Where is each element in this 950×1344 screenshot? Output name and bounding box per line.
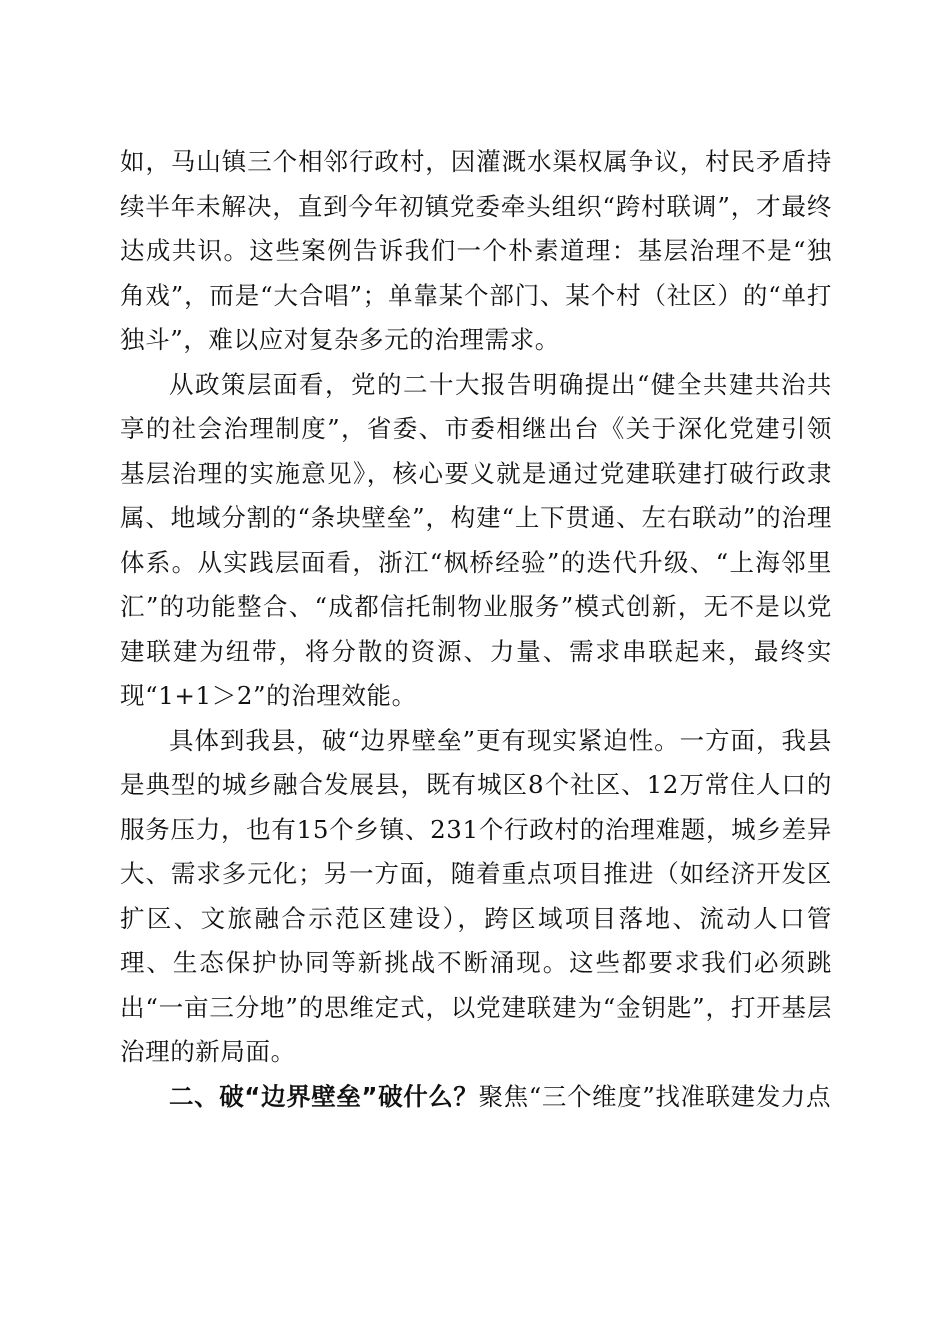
- document-body: [120, 140, 832, 1119]
- paragraph-policy: 从政策层面看，党的二十大报告明确提出“健全共建共治共享的社会治理制度”，省委、市委相继出台《关于深化党建引领基层治理的实施意见》，核心要义就是通过党建联建打破行政隶属、地域分割的“条块壁垒”，构建“上下贯通、左右联动”的治理体系。从实践层面看，浙江“枫桥经验”的迭代升级、“上海邻里汇”的功能整合、“成都信托制物业服务”模式创新，无不是以党建联建为纽带，将分散的资源、力量、需求串联起来，最终实现“1+1＞2”的治理效能。: [120, 369, 832, 710]
- section-heading-bold: 二、破“边界壁垒”破什么？: [169, 1081, 479, 1111]
- section-heading: [120, 1075, 832, 1120]
- paragraph-county: 具体到我县，破“边界壁垒”更有现实紧迫性。一方面，我县是典型的城乡融合发展县，既有城区8个社区、12万常住人口的服务压力，也有15个乡镇、231个行政村的治理难题，城乡差异大、需求多元化；另一方面，随着重点项目推进（如经济开发区扩区、文旅融合示范区建设），跨区域项目落地、流动人口管理、生态保护协同等新挑战不断涌现。这些都要求我们必须跳出“一亩三分地”的思维定式，以党建联建为“金钥匙”，打开基层治理的新局面。: [120, 725, 832, 1066]
- section-heading-rest: 聚焦“三个维度”找准联建发力点: [478, 1081, 832, 1111]
- paragraph-continued: 如，马山镇三个相邻行政村，因灌溉水渠权属争议，村民矛盾持续半年未解决，直到今年初镇党委牵头组织“跨村联调”，才最终达成共识。这些案例告诉我们一个朴素道理：基层治理不是“独角戏”，而是“大合唱”；单靠某个部门、某个村（社区）的“单打独斗”，难以应对复杂多元的治理需求。: [120, 147, 832, 354]
